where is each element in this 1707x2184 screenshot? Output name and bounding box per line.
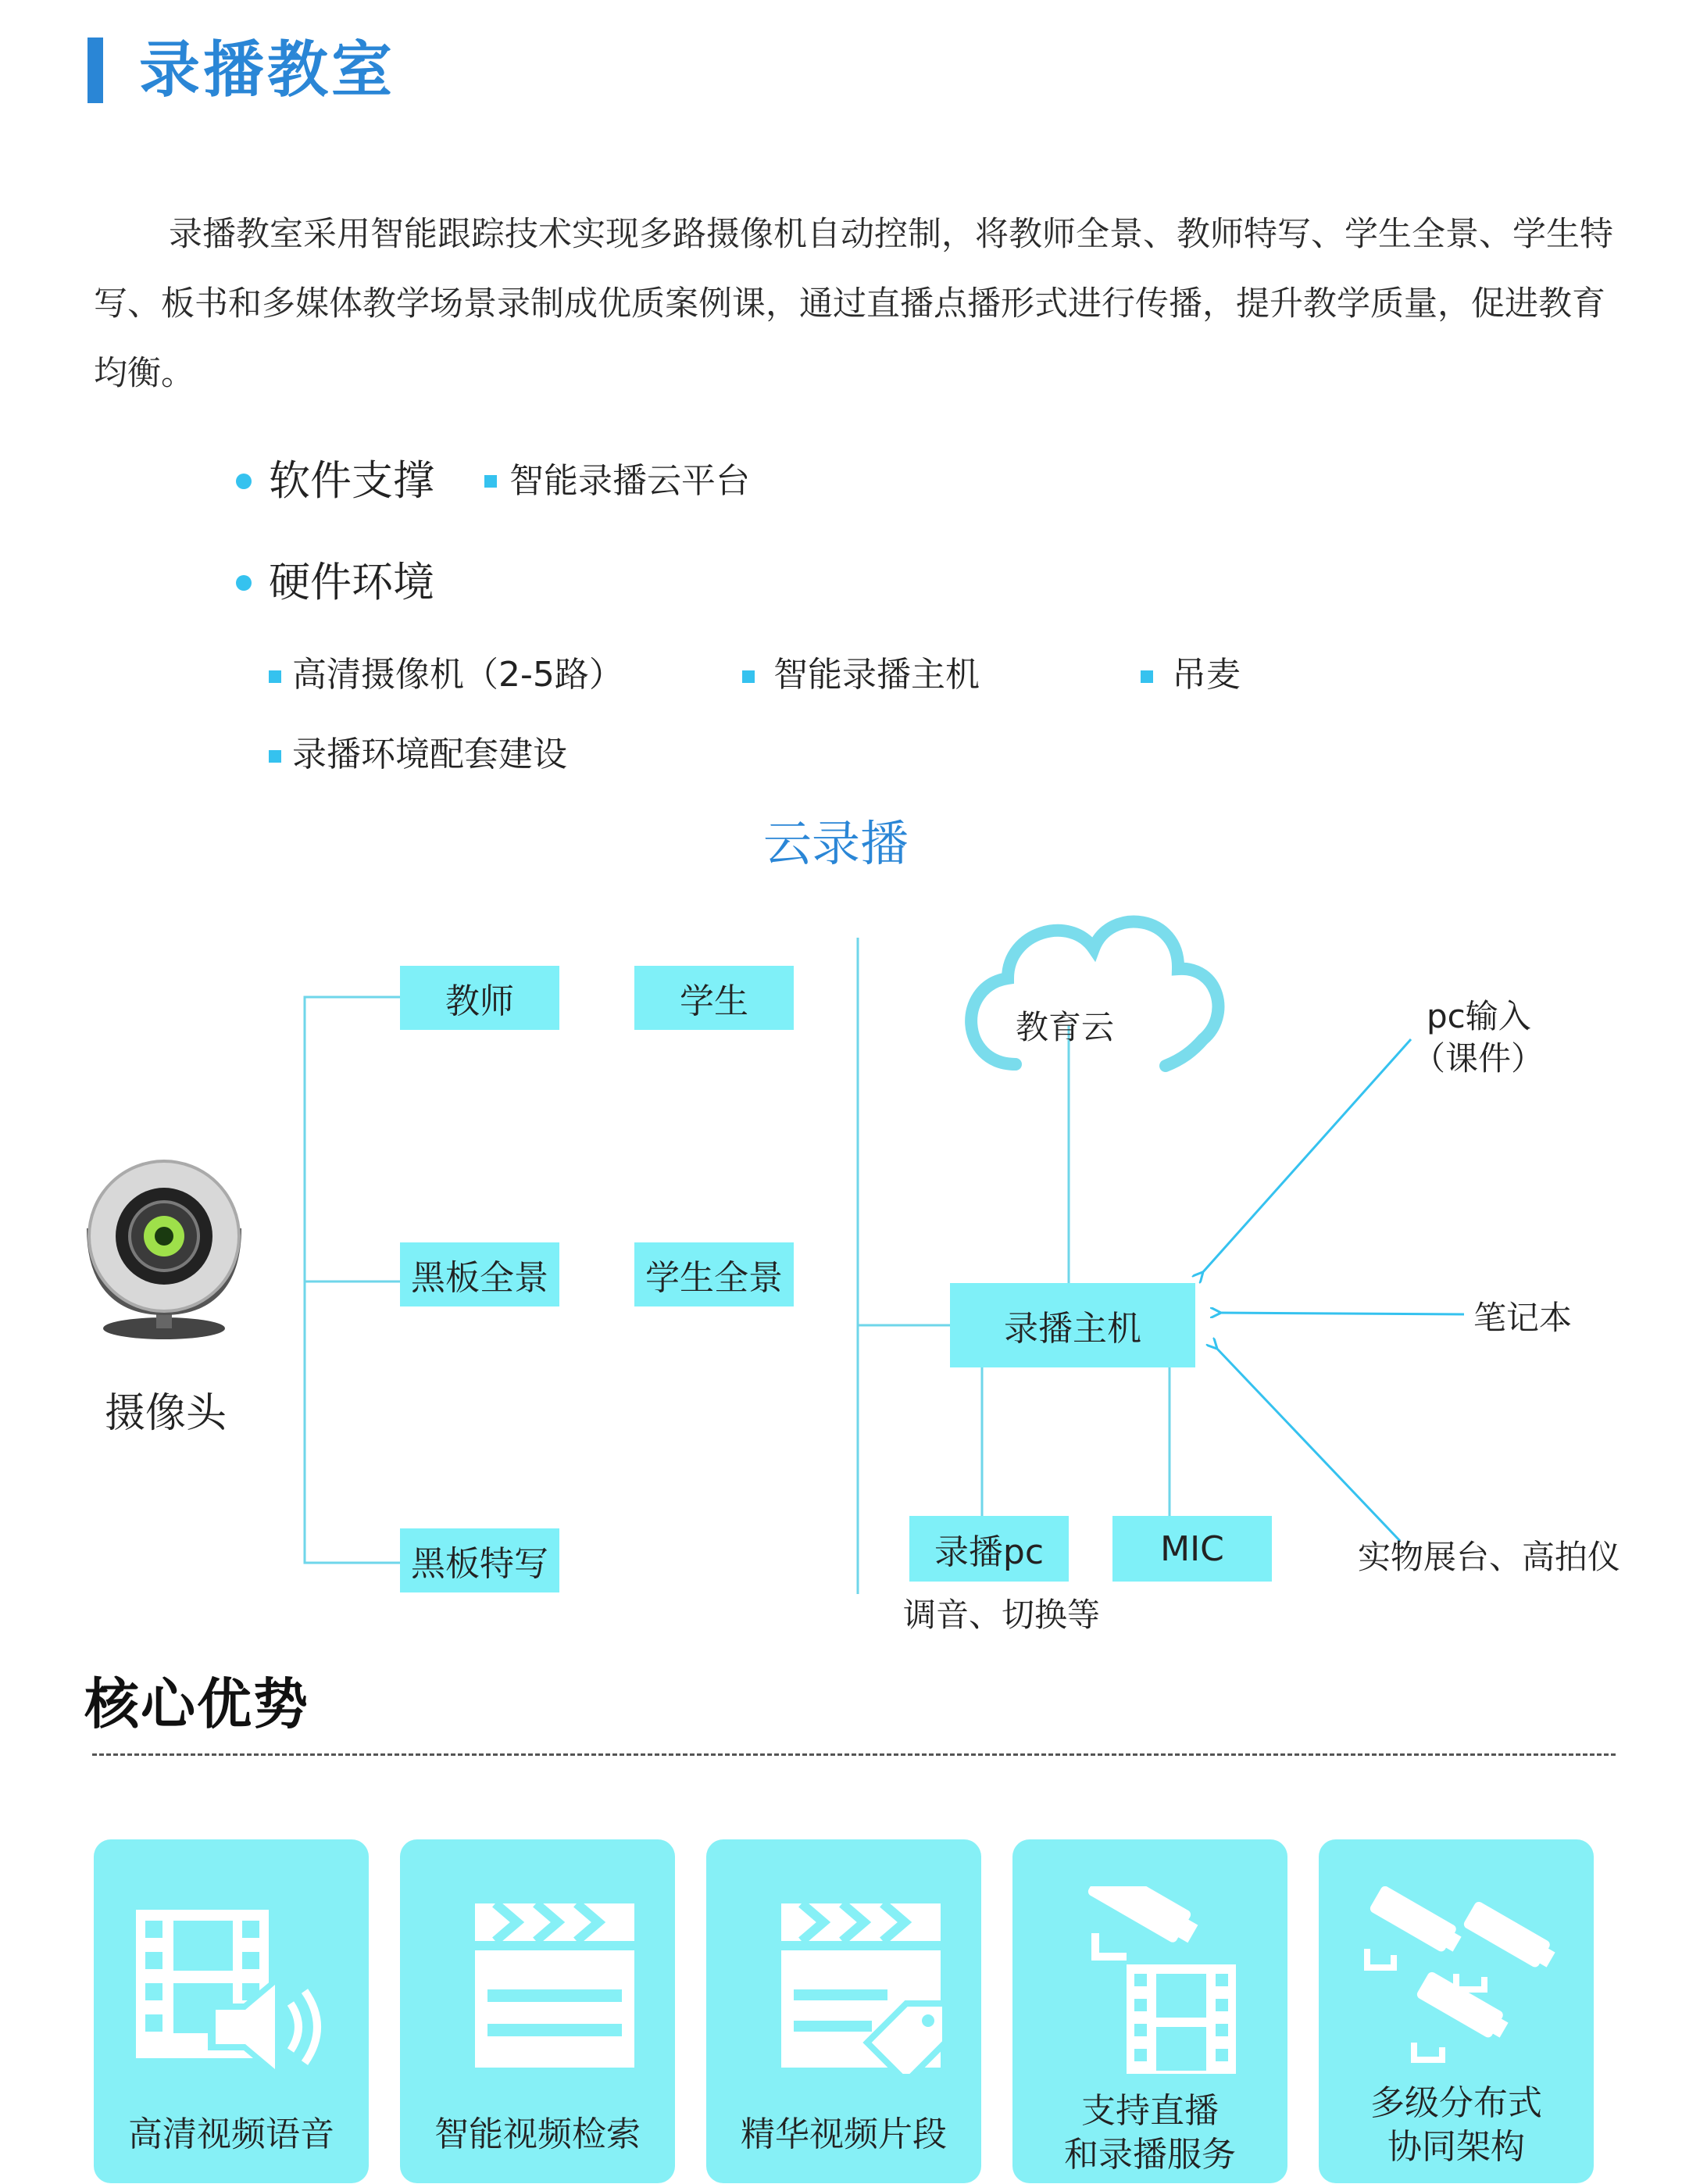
pc-input-sub-label: （课件） xyxy=(1412,1039,1545,1078)
intro-paragraph: 录播教室采用智能跟踪技术实现多路摄像机自动控制，将教师全景、教师特写、学生全景、学生特写、板书和多媒体教学场景录制成优质案例课，通过直播点播形式进行传播，提升教学质量，促进教育均衡。 xyxy=(94,215,1613,393)
software-item: 智能录播云平台 xyxy=(509,461,750,501)
recording-host-box: 录播主机 xyxy=(950,1283,1195,1367)
bullet-square-icon xyxy=(269,670,281,683)
advantage-label: 精华视频片段 xyxy=(741,2114,947,2154)
visualizer-label: 实物展台、高拍仪 xyxy=(1358,1538,1621,1576)
view-box-blackboard-panorama: 黑板全景 xyxy=(400,1242,559,1306)
pc-input-label: pc输入 xyxy=(1427,997,1531,1035)
advantage-label: 和录播服务 xyxy=(1064,2135,1236,2175)
advantage-label: 多级分布式 xyxy=(1370,2083,1542,2123)
advantage-label: 支持直播 xyxy=(1081,2091,1219,2131)
bullet-square-icon xyxy=(269,750,281,763)
advantage-label: 协同架构 xyxy=(1387,2127,1525,2167)
software-label: 软件支撑 xyxy=(269,457,434,505)
advantage-label: 高清视频语音 xyxy=(128,2114,334,2154)
record-pc-box: 录播pc xyxy=(909,1516,1069,1582)
bullet-square-icon xyxy=(484,475,497,488)
section-divider xyxy=(92,1753,1616,1756)
hardware-item: 智能录播主机 xyxy=(773,655,980,695)
hardware-item: 吊麦 xyxy=(1172,655,1241,695)
bullet-dot-icon xyxy=(236,575,252,591)
mic-box: MIC xyxy=(1112,1516,1272,1582)
cloud-label: 教育云 xyxy=(1016,1008,1115,1046)
advantage-card xyxy=(1319,1839,1594,2183)
bullet-dot-icon xyxy=(236,474,252,489)
hardware-item: 高清摄像机（2-5路） xyxy=(292,655,623,695)
notebook-label: 笔记本 xyxy=(1473,1299,1573,1337)
camera-film-icon xyxy=(1033,1886,1267,2074)
diagram-title: 云录播 xyxy=(762,815,909,872)
section-title: 核心优势 xyxy=(84,1672,309,1736)
clapperboard-tag-icon xyxy=(727,1886,961,2074)
webcam-icon xyxy=(89,1161,239,1339)
title-accent-bar xyxy=(87,38,103,103)
advantage-card xyxy=(400,1839,675,2183)
page-title: 录播教室 xyxy=(139,35,396,105)
view-box-student: 学生 xyxy=(634,966,794,1030)
bullet-square-icon xyxy=(1141,670,1153,683)
hardware-item: 录播环境配套建设 xyxy=(292,735,567,774)
advantage-card xyxy=(706,1839,981,2183)
multi-camera-icon xyxy=(1339,1886,1573,2074)
hardware-label: 硬件环境 xyxy=(269,559,434,606)
advantage-label: 智能视频检索 xyxy=(434,2114,641,2154)
film-speaker-icon xyxy=(114,1886,348,2074)
record-pc-note: 调音、切换等 xyxy=(903,1596,1101,1634)
advantage-card xyxy=(1012,1839,1287,2183)
bullet-square-icon xyxy=(742,670,755,683)
view-box-blackboard-closeup: 黑板特写 xyxy=(400,1528,559,1592)
view-box-teacher: 教师 xyxy=(400,966,559,1030)
clapperboard-icon xyxy=(420,1886,655,2074)
advantage-card xyxy=(94,1839,369,2183)
camera-label: 摄像头 xyxy=(105,1390,227,1437)
view-box-student-panorama: 学生全景 xyxy=(634,1242,794,1306)
